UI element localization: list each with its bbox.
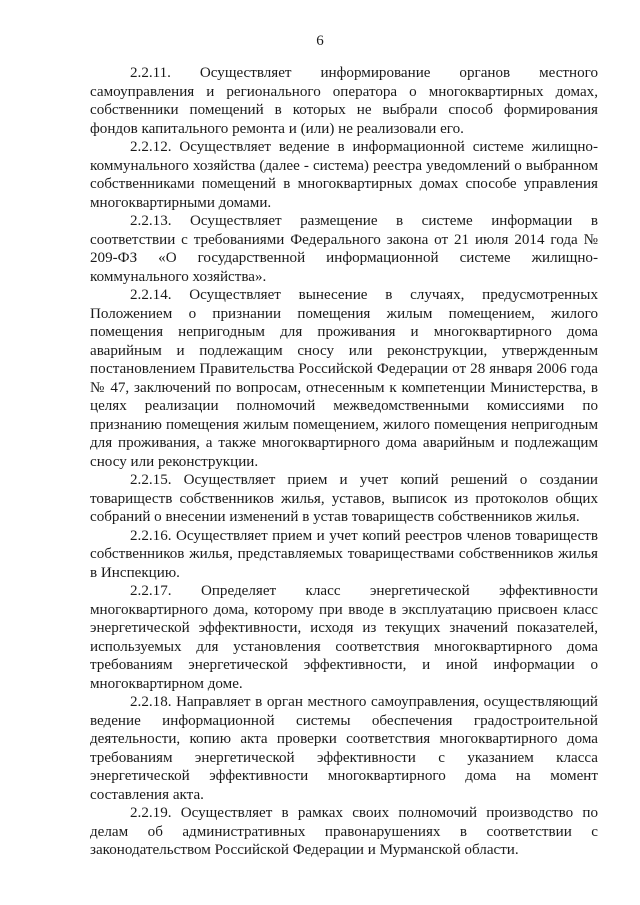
document-body	[90, 64, 598, 860]
paragraph-2-2-15: 2.2.15. Осуществляет прием и учет копий решений о создании товариществ собственников жилья, уставов, выписок из протоколов общих собраний о внесении изменений в устав товариществ собственников жилья.	[90, 472, 598, 525]
paragraph-2-2-14: 2.2.14. Осуществляет вынесение в случаях, предусмотренных Положением о признании помещения жилым помещением, жилого помещения непригодным для проживания и многоквартирного дома аварийным и подлежащим сносу или реконструкции, утвержденным постановлением Правительства Российской Федерации от 28 января 2006 года № 47, заключений по вопросам, отнесенным к компетенции Министерства, в целях реализации полномочий межведомственными комиссиями по признанию помещения жилым помещением, жилого помещения непригодным для проживания, а также многоквартирного дома аварийным и подлежащим сносу или реконструкции.	[90, 287, 598, 470]
paragraph-2-2-12: 2.2.12. Осуществляет ведение в информационной системе жилищно-коммунального хозяйства (далее - система) реестра уведомлений о выбранном собственниками помещений в многоквартирных домах способе управления многоквартирными домами.	[90, 139, 598, 211]
paragraph-2-2-16: 2.2.16. Осуществляет прием и учет копий реестров членов товариществ собственников жилья, представляемых товариществами собственников жилья в Инспекцию.	[90, 527, 598, 581]
page-number: 6	[316, 33, 324, 49]
paragraph-2-2-19: 2.2.19. Осуществляет в рамках своих полномочий производство по делам об административных правонарушениях в соответствии с законодательством Российской Федерации и Мурманской области.	[90, 805, 598, 858]
paragraph-2-2-18: 2.2.18. Направляет в орган местного самоуправления, осуществляющий ведение информационной системы обеспечения градостроительной деятельности, копию акта проверки соответствия многоквартирного дома требованиям энергетической эффективности с указанием класса энергетической эффективности многоквартирного дома на момент составления акта.	[90, 694, 598, 803]
paragraph-2-2-13: 2.2.13. Осуществляет размещение в системе информации в соответствии с требованиями Федерального закона от 21 июля 2014 года № 209-ФЗ «О государственной информационной системе жилищно-коммунального хозяйства».	[90, 213, 598, 285]
paragraph-2-2-17: 2.2.17. Определяет класс энергетической эффективности многоквартирного дома, которому при вводе в эксплуатацию присвоен класс энергетической эффективности, исходя из текущих значений показателей, используемых для установления соответствия многоквартирного дома требованиям энергетической эффективности, и иной информации о многоквартирном доме.	[90, 583, 598, 692]
paragraph-2-2-11: 2.2.11. Осуществляет информирование органов местного самоуправления и регионального оператора о многоквартирных домах, собственники помещений в которых не выбрали способ формирования фондов капитального ремонта и (или) не реализовали его.	[90, 65, 598, 137]
